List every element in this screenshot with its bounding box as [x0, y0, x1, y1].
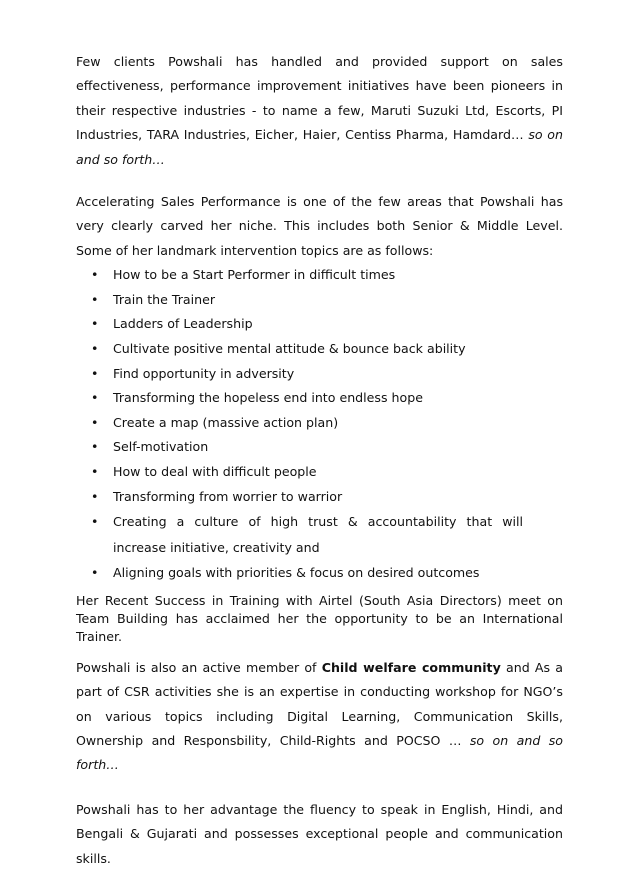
list-item-text: Ladders of Leadership: [113, 316, 253, 332]
list-item: [76, 435, 563, 460]
bullet-icon: •: [91, 341, 99, 357]
list-item: [76, 561, 563, 586]
list-item-text: Transforming from worrier to warrior: [113, 488, 343, 504]
clients-paragraph-italic: so on and so forth…: [76, 127, 563, 167]
clients-paragraph: [76, 50, 563, 172]
bullet-icon: •: [91, 464, 99, 479]
bullet-icon: •: [91, 316, 99, 332]
list-item: [76, 362, 563, 387]
list-item-text: Create a map (massive action plan): [113, 414, 339, 430]
bullet-icon: •: [91, 365, 99, 381]
bullet-icon: •: [91, 414, 99, 430]
csr-paragraph-text-start: Powshali is also an active member of: [76, 659, 322, 675]
list-item-text: How to be a Start Performer in difficult times: [113, 267, 396, 283]
list-item: [76, 312, 563, 337]
clients-paragraph-text: Few clients Powshali has handled and provided support on sales effectiveness, performance improvement initiatives have been pioneers in their respective industries - to name a few, Maruti Suzuki Ltd, Escorts, PI Industries, TARA Industries, Eicher, Haier, Centiss Pharma, Hamdard…: [76, 54, 563, 143]
list-item: [76, 485, 563, 510]
list-item: [76, 411, 563, 436]
topics-list: [76, 263, 563, 586]
bullet-icon: •: [91, 565, 99, 581]
csr-paragraph-italic: so on and so forth…: [76, 733, 563, 773]
list-item: [76, 263, 563, 288]
list-item: [76, 288, 563, 313]
bullet-icon: •: [91, 291, 99, 307]
list-item-text: Creating a culture of high trust & accountability that will increase initiative, creativity and: [113, 514, 523, 556]
list-item: [76, 509, 563, 561]
list-item: [76, 337, 563, 362]
list-item-text: Cultivate positive mental attitude & bounce back ability: [113, 341, 466, 357]
list-item: [76, 460, 563, 485]
list-item-text: Train the Trainer: [113, 291, 216, 307]
list-item-text: How to deal with difficult people: [113, 464, 317, 479]
list-item-text: Aligning goals with priorities & focus on desired outcomes: [113, 565, 480, 581]
csr-paragraph-text-end: and As a part of CSR activities she is an expertise in conducting workshop for NGO’s on various topics including Digital Learning, Communication Skills, Ownership and Responsbility, Child-Rights and POCSO …: [76, 659, 563, 748]
child-welfare-community-text: Child welfare community: [321, 659, 501, 675]
list-item-text: Self-motivation: [113, 439, 209, 455]
airtel-success-paragraph: Her Recent Success in Training with Airtel (South Asia Directors) meet on Team Building has acclaimed her the opportunity to be an International Trainer.: [76, 592, 563, 644]
list-item-text: Find opportunity in adversity: [113, 365, 295, 381]
sales-performance-paragraph: Accelerating Sales Performance is one of the few areas that Powshali has very clearly carved her niche. This includes both Senior & Middle Level. Some of her landmark intervention topics are as follows:: [76, 194, 563, 258]
csr-paragraph: [76, 656, 563, 778]
languages-paragraph: Powshali has to her advantage the fluency to speak in English, Hindi, and Bengali & Gujarati and possesses exceptional people and communication skills.: [76, 801, 563, 866]
bullet-icon: •: [91, 488, 99, 504]
bullet-icon: •: [91, 439, 99, 455]
document-page: [76, 50, 563, 871]
list-item: [76, 386, 563, 411]
bullet-icon: •: [91, 390, 99, 406]
list-item-text: Transforming the hopeless end into endless hope: [113, 390, 423, 406]
bullet-icon: •: [91, 514, 99, 530]
bullet-icon: •: [91, 267, 99, 283]
